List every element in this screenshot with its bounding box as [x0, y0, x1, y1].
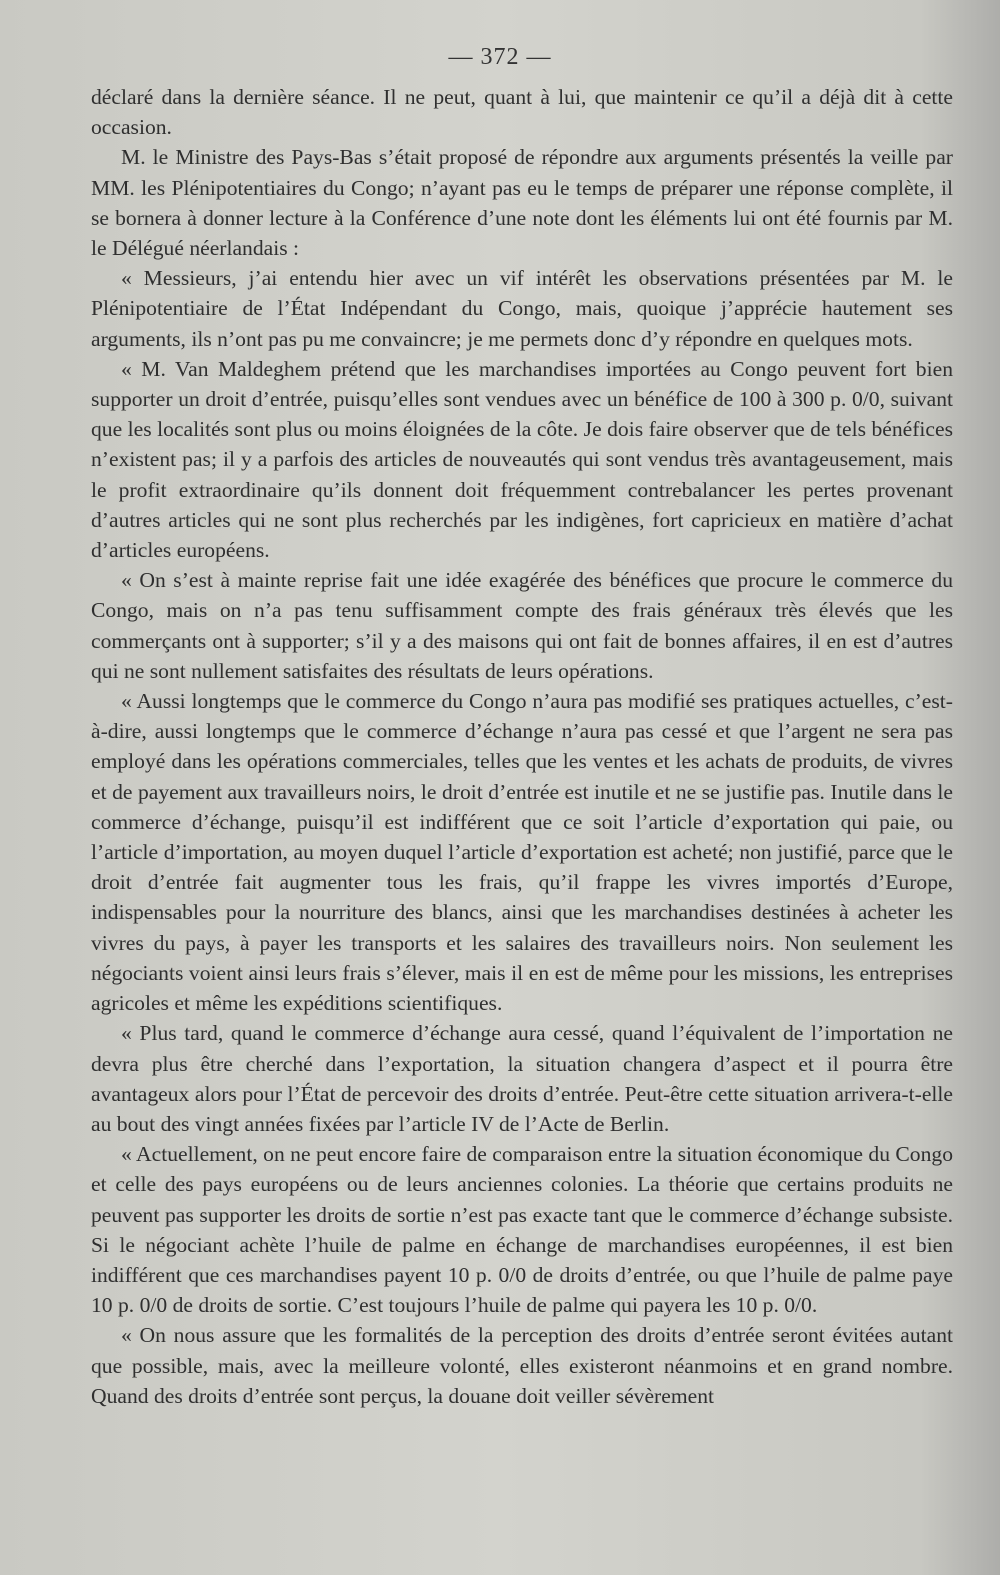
paragraph-formalites: « On nous assure que les formalités de la perception des droits d’entrée seront évitées autant que possible, mais, avec la meilleure volonté, elles existeront néanmoins et en grand nombre. Quand des droits d’entrée sont perçus, la douane doit veiller sévèrement: [91, 1323, 953, 1408]
paragraph-continuation: déclaré dans la dernière séance. Il ne peut, quant à lui, que maintenir ce qu’il a déjà dit à cette occasion.: [91, 85, 953, 140]
paragraph-benefices: « On s’est à mainte reprise fait une idée exagérée des bénéfices que procure le commerce du Congo, mais on n’a pas tenu suffisamment compte des frais généraux très élevés que les commerçants ont à supporter; s’il y a des maisons qui ont fait de bonnes affaires, il en est d’autres qui ne sont nullement satisfaites des résultats de leurs opérations.: [91, 568, 953, 683]
paragraph-minister-pays-bas: M. le Ministre des Pays-Bas s’était proposé de répondre aux arguments présentés la veille par MM. les Plénipotentiaires du Congo; n’ayant pas eu le temps de préparer une réponse complète, il se bornera à donner lecture à la Conférence d’une note dont les éléments lui ont été fournis par M. le Délégué néerlandais :: [91, 145, 953, 261]
paragraph-plus-tard: « Plus tard, quand le commerce d’échange aura cessé, quand l’équivalent de l’importation ne devra plus être cherché dans l’exportation, la situation changera d’aspect et il pourra être avantageux alors pour l’État de percevoir des droits d’entrée. Peut-être cette situation arrivera-t-elle au bout des vingt années fixées par l’article IV de l’Acte de Berlin.: [91, 1021, 953, 1136]
body-text: [91, 82, 953, 1411]
paragraph-messieurs: « Messieurs, j’ai entendu hier avec un vif intérêt les observations présentées par M. le Plénipotentiaire de l’État Indépendant du Congo, mais, quoique j’apprécie hautement ses arguments, ils n’ont pas pu me convaincre; je me permets donc d’y répondre en quelques mots.: [91, 266, 953, 351]
paragraph-actuellement: « Actuellement, on ne peut encore faire de comparaison entre la situation économique du Congo et celle des pays européens ou de leurs anciennes colonies. La théorie que certains produits ne peuvent pas supporter les droits de sortie n’est pas exacte tant que le commerce d’échange subsiste. Si le négociant achète l’huile de palme en échange de marchandises européennes, il est bien indifférent que ces marchandises payent 10 p. 0/0 de droits d’entrée, ou que l’huile de palme paye 10 p. 0/0 de droits de sortie. C’est toujours l’huile de palme qui payera les 10 p. 0/0.: [91, 1142, 953, 1318]
page-number: — 372 —: [448, 44, 552, 70]
paragraph-van-maldeghem: « M. Van Maldeghem prétend que les marchandises importées au Congo peuvent fort bien supporter un droit d’entrée, puisqu’elles sont vendues avec un bénéfice de 100 à 300 p. 0/0, suivant que les localités sont plus ou moins éloignées de la côte. Je dois faire observer que de tels bénéfices n’existent pas; il y a parfois des articles de nouveautés qui sont vendus très avantageusement, mais le profit extraordinaire qu’ils donnent doit fréquemment contrebalancer les pertes provenant d’autres articles qui ne sont plus recherchés par les indigènes, fort capricieux en matière d’achat d’articles européens.: [91, 356, 953, 563]
paragraph-commerce-echange: « Aussi longtemps que le commerce du Congo n’aura pas modifié ses pratiques actuelles, c’est-à-dire, aussi longtemps que le commerce d’échange n’aura pas cessé et que l’argent ne sera pas employé dans les opérations commerciales, telles que les ventes et les achats de produits, de vivres et de payement aux travailleurs noirs, le droit d’entrée est inutile et ne se justifie pas. Inutile dans le commerce d’échange, puisqu’il est indifférent que ce soit l’article d’exportation qui paie, ou l’article d’importation, au moyen duquel l’article d’exportation est acheté; non justifié, parce que le droit d’entrée fait augmenter tous les frais, qu’il frappe les vivres importés d’Europe, indispensables pour la nourriture des blancs, ainsi que les marchandises destinées à acheter les vivres du pays, à payer les transports et les salaires des travailleurs noirs. Non seulement les négociants voient ainsi leurs frais s’élever, mais il en est de même pour les missions, les entreprises agricoles et même les expéditions scientifiques.: [91, 689, 953, 1016]
